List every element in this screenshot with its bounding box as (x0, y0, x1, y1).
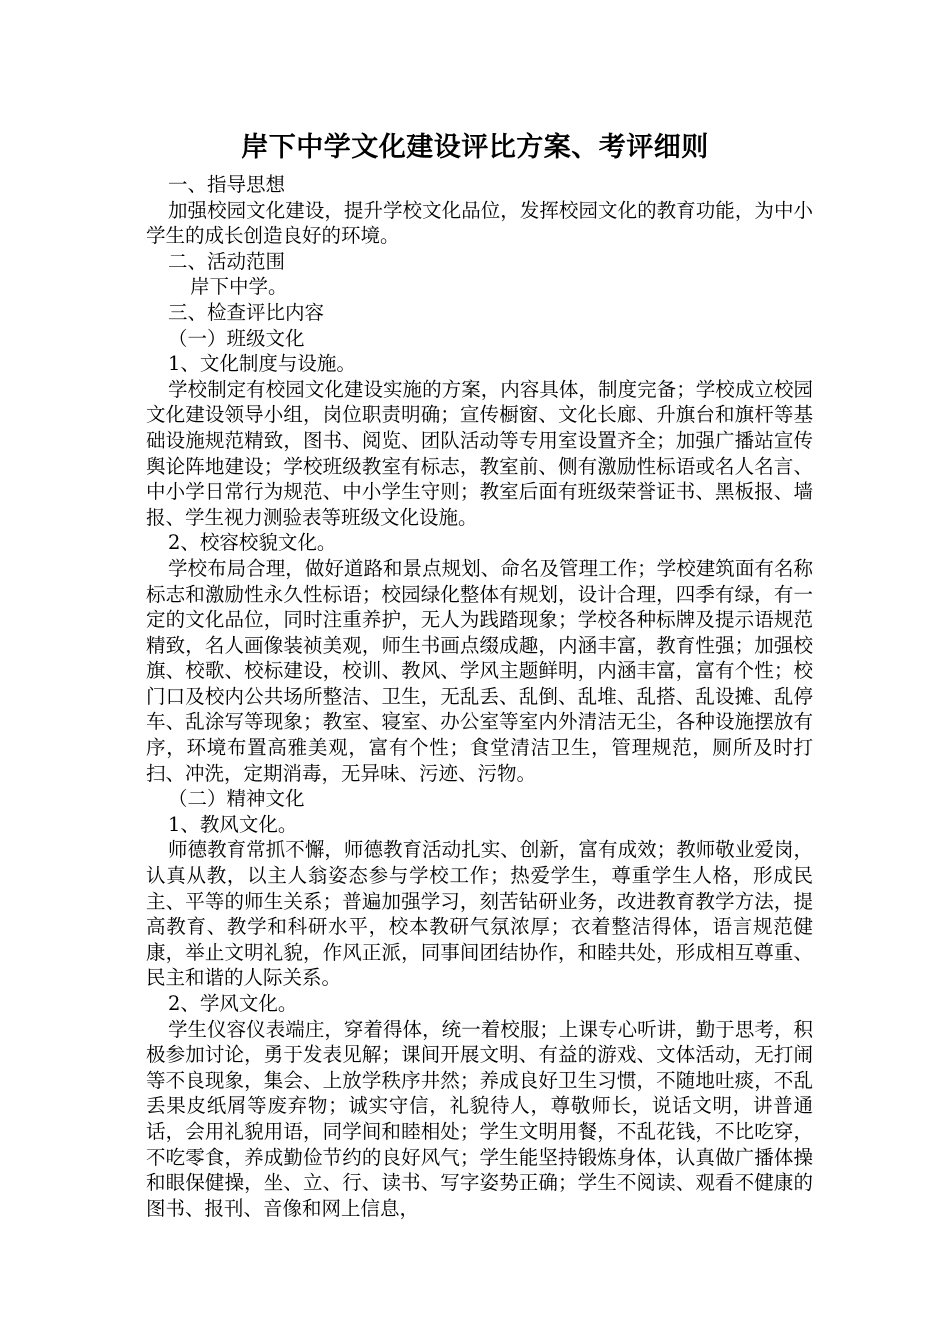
paragraph: 二、活动范围 (168, 249, 286, 273)
paragraph: 一、指导思想 (168, 173, 286, 196)
paragraph: 2、校容校貌文化。 (168, 531, 337, 555)
paragraph: 岸下中学。 (190, 275, 288, 299)
paragraph: 三、检查评比内容 (168, 300, 325, 324)
paragraph: 师德教育常抓不懈，师德教育活动扎实、创新，富有成效；教师敬业爱岗，认真从教，以主人翁姿态参与学校工作；热爱学生，尊重学生人格，形成民主、平等的师生关系；普遍加强学习，刻苦钻研业务，改进教育教学方法，提高教育、教学和科研水平，校本教研气氛浓厚；衣着整洁得体，语言规范健康，举止文明礼貌，作风正派，同事间团结协作，和睦共处，形成相互尊重、民主和谐的人际关系。 (146, 838, 813, 990)
paragraph: （二）精神文化 (168, 787, 305, 811)
paragraph: 加强校园文化建设，提升学校文化品位，发挥校园文化的教育功能，为中小学生的成长创造良好的环境。 (146, 198, 813, 248)
paragraph: 学校制定有校园文化建设实施的方案，内容具体，制度完备；学校成立校园文化建设领导小组，岗位职责明确；宣传橱窗、文化长廊、升旗台和旗杆等基础设施规范精致，图书、阅览、团队活动等专用室设置齐全；加强广播站宣传舆论阵地建设；学校班级教室有标志，教室前、侧有激励性标语或名人名言、中小学日常行为规范、中小学生守则；教室后面有班级荣誉证书、黑板报、墙报、学生视力测验表等班级文化设施。 (146, 377, 813, 529)
paragraph: （一）班级文化 (168, 326, 305, 350)
paragraph: 学生仪容仪表端庄，穿着得体，统一着校服；上课专心听讲，勤于思考，积极参加讨论，勇于发表见解；课间开展文明、有益的游戏、文体活动，无打闹等不良现象，集会、上放学秩序井然；养成良好卫生习惯，不随地吐痰，不乱丢果皮纸屑等废弃物；诚实守信，礼貌待人，尊敬师长，说话文明，讲普通话，会用礼貌用语，同学间和睦相处；学生文明用餐，不乱花钱，不比吃穿，不吃零食，养成勤俭节约的良好风气；学生能坚持锻炼身体，认真做广播体操和眼保健操，坐、立、行、读书、写字姿势正确；学生不阅读、观看不健康的图书、报刊、音像和网上信息， (146, 1017, 813, 1220)
document-body (146, 172, 813, 1221)
paragraph: 1、教风文化。 (168, 812, 298, 836)
document-title: 岸下中学文化建设评比方案、考评细则 (241, 132, 709, 163)
paragraph: 学校布局合理，做好道路和景点规划、命名及管理工作；学校建筑面有名称标志和激励性永久性标语；校园绿化整体有规划，设计合理，四季有绿，有一定的文化品位，同时注重养护，无人为践踏现象；学校各种标牌及提示语规范精致，名人画像装祯美观，师生书画点缀成趣，内涵丰富，教育性强；加强校旗、校歌、校标建设，校训、教风、学风主题鲜明，内涵丰富，富有个性；校门口及校内公共场所整洁、卫生，无乱丢、乱倒、乱堆、乱搭、乱设摊、乱停车、乱涂写等现象；教室、寝室、办公室等室内外清洁无尘，各种设施摆放有序，环境布置高雅美观，富有个性；食堂清洁卫生，管理规范，厕所及时打扫、冲洗，定期消毒，无异味、污迹、污物。 (146, 556, 813, 785)
paragraph: 2、学风文化。 (168, 992, 298, 1015)
paragraph: 1、文化制度与设施。 (168, 352, 356, 376)
